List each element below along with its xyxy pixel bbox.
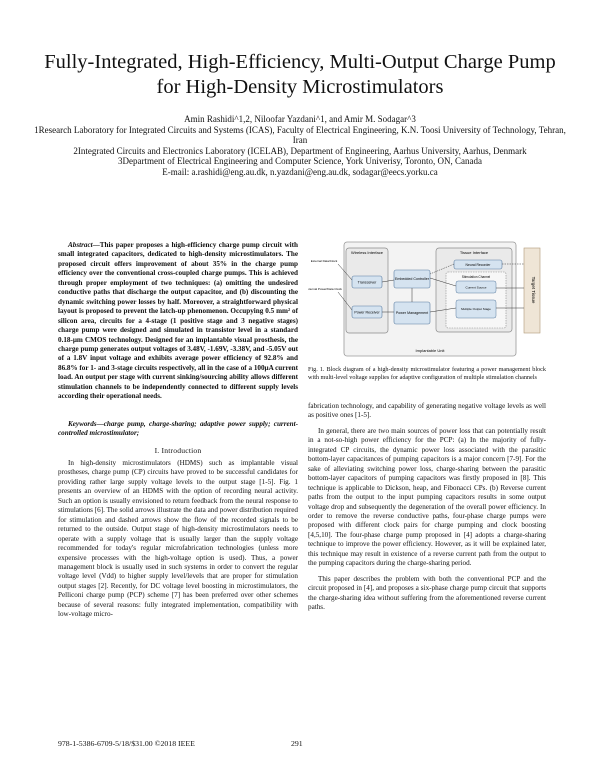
block-diagram [308,240,546,360]
author-emails: E-mail: a.rashidi@eng.au.dk, n.yazdani@eng.au.dk, sodagar@eecs.yorku.ca [162,166,438,177]
neural-recorder-label: Neural Recorder [465,263,491,267]
transceiver-label: Transceiver [357,280,377,285]
abstract-dash: — [92,241,100,249]
wireless-interface-box [346,248,388,333]
keywords [58,420,298,439]
implantable-unit-label: Implantable Unit [415,348,445,353]
page-number: 291 [291,739,303,748]
copyright-footer: 978-1-5386-6709-5/18/$31.00 ©2018 IEEE [58,739,195,748]
right-column-text [308,402,546,613]
embedded-controller-label: Embedded Controller [395,277,429,281]
abstract-text: This paper proposes a high-efficiency charge pump circuit with small integrated capacitors, dedicated to high-density microstimulators. The proposed circuit offers improvement of about 35% in the charge pump efficiency over the conventional cross-coupled charge pumps. This is achieved through proper employment of two techniques: (a) omitting the undesired conductive paths that discharge the output capacitor, and (b) discounting the dynamic switching power losses by half. Moreover, a straightforward physical layout is proposed to prevent the latch-up phenomenon. Occupying 0.5 mm² of silicon area, circuits for a 4-stage (1 positive stage and 3 negative stages) charge pump were designed and simulated in transistor level in a standard 0.18-μm CMOS technology. Designed for an implantable visual prosthesis, the charge pump generates output voltages of 3.48V, -1.69V, -3.38V, and -5.05V out of a 1.8V input voltage and exhibits average power efficiency of 92.8% and 86.8% for 1- and 3-stage circuits respectively, all in the case of a 100μA current load. An output per stage with current sinking/sourcing ability allows different stimulation channels to be independently connected to different supply levels according their operational needs. [58,241,298,401]
right-paragraph-2: This paper describes the problem with both the conventional PCP and the circuit proposed in [4], and proposes a six-phase charge pump circuit that supports the charge-sharing idea without suffering from the aforementioned reverse current paths. [308,574,546,612]
multi-output-label: Multiple Output Stage [461,307,491,311]
figure-1 [308,240,546,360]
abstract-label: Abstract [68,241,93,249]
author-names: Amin Rashidi^1,2, Niloofar Yazdani^1, and Amir M. Sodagar^3 [184,114,416,124]
affiliation-2: 2Integrated Circuits and Electronics Laboratory (ICELAB), Department of Engineering, Aarhus University, Aarhus, Denmark [73,145,527,156]
current-source-label: Current Source [465,285,487,290]
keywords-text: charge pump, charge-sharing; adaptive power supply; current-controlled microstimulator; [58,420,298,438]
keywords-label: Keywords [68,420,97,428]
external-power-label: External Power/Data Clock [308,287,342,291]
paper-title: Fully-Integrated, High-Efficiency, Multi-Output Charge Pump for High-Density Microstimulators [44,51,556,98]
intro-paragraph-1 [58,459,298,620]
external-data-label: External Data/Clock [310,259,338,263]
target-tissue-label: Target Tissue [531,276,536,304]
intro-text: In high-density microstimulators (HDMS) such as implantable visual prostheses, charge pump (CP) circuits have proved to be successful candidates for providing rather large supply voltage levels to the output stage [1-5]. Fig. 1 presents an overview of an HDMS with the option of recording neural activity. Such an option is usually envisioned to return feedback from the neural response to stimulations [6]. The solid arrows illustrate the data and power distribution required for stimulation and dashed arrows show the flow of the recorded signals to be returned to the outside. Output stage of high-density microstimulators needs to operate with a supply voltage that is usually larger than the supply voltage recommended for today's regular microfabrication technologies (unless more expensive processes with the high-voltage option is used). Thus, a power management block is usually used in such systems in order to convert the regular voltage level (Vdd) to higher supply level/levels that are proper for stimulation output stages [2]. Recently, for DC voltage level boosting in microstimulators, the Pelliconi charge pump (PCP) scheme [7] has been preferred over other schemes because of several reasons: fully integrated implementation, compatibility with low-voltage micro- [58,459,298,619]
affiliation-3: 3Department of Electrical Engineering and Computer Science, York Univerisy, Toronto, ON, Canada [117,156,483,166]
author-block [30,114,570,177]
affiliation-1: 1Research Laboratory for Integrated Circuits and Systems (ICAS), Faculty of Electrical Engineering, K.N. Toosi University of Technology, Tehran, Iran [34,124,566,145]
stim-channel-label: Stimulation Channel [461,275,491,279]
power-management-label: Power Management [395,311,429,315]
keywords-dash: — [96,420,104,428]
section-heading-introduction: I. Introduction [154,446,202,455]
right-paragraph-1: In general, there are two main sources of power loss that can potentially result in a not-so-high power efficiency for the PCP: (a) In the majority of fully-integrated CP circuits, the dynamic power loss associated with the parasitic bottom-layer capacitances of pumping capacitors is a major concern [7-9]. For the sake of alleviating switching power loss, charge-sharing between the parasitic bottom-layer capacitors of pumping capacitors was firstly proposed in [8]. This technique is applicable to Dickson, heap, and Fibonacci CPs. (b) Reverse current paths from the output to the input pumping capacitors results in some output voltage drop and subsequently the degeneration of the overall power efficiency. In order to remove the reverse conductive paths, four-phase charge pumps were proposed with different clock pairs for charge pumping and clock boosting [4,5,10]. The four-phase charge pump proposed in [4] adopts a charge-sharing technique to improve the power efficiency. However, as it will be explained later, this technique may result in existence of a reverse current path from the output to the pumping capacitors during the charge-sharing period. [308,426,546,568]
tissue-interface-label: Tissue Interface [459,250,489,255]
right-paragraph-0: fabrication technology, and capability of generating negative voltage levels as well as positive ones [1-5]. [308,402,546,420]
abstract [58,241,298,402]
wireless-interface-label: Wireless Interface [350,250,384,255]
figure-1-caption: Fig. 1. Block diagram of a high-density microstimulator featuring a power management block with multi-level voltage supplies for adaptive configuration of multiple stimulation channels [308,366,546,381]
power-receiver-label: Power Receiver [354,310,380,315]
